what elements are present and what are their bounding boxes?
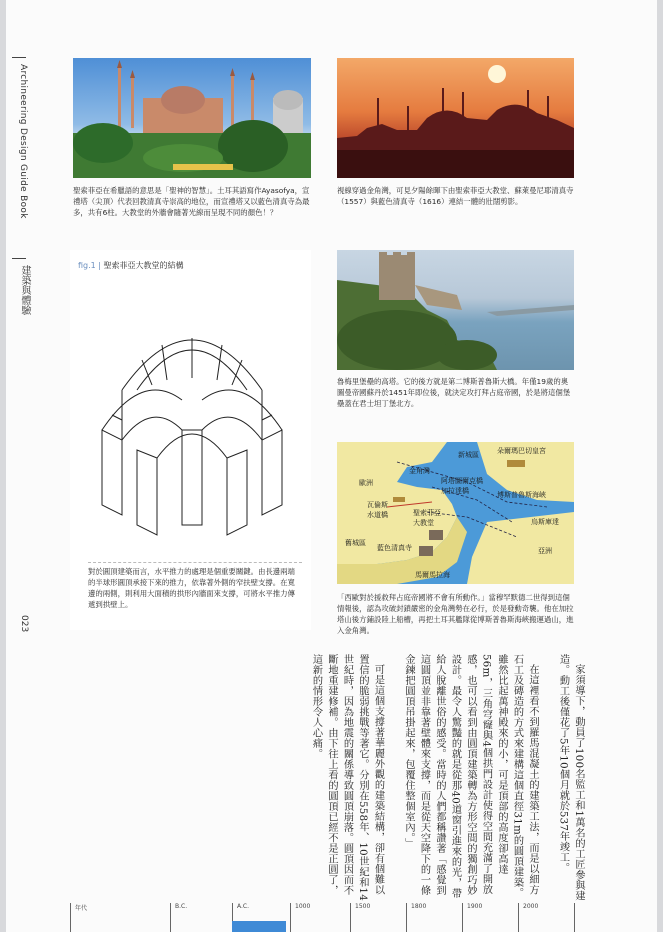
map-label-blue-mosque: 藍色清真寺 [377, 544, 412, 552]
body-paragraph: 家須導下，動員了100名監工和1萬名的工匠參與建造。動工後僅花了5年10個月就於537年竣工。 [557, 654, 584, 902]
timeline [70, 903, 575, 932]
timeline-label-1800: 1800 [406, 903, 462, 932]
map-label-asia: 亞洲 [538, 547, 552, 555]
map-label-uskudar: 烏斯庫達 [531, 518, 559, 526]
figure-caption [88, 562, 302, 610]
timeline-label-era: 年代 [70, 903, 170, 932]
structure-figure [70, 250, 311, 630]
body-text [293, 654, 586, 904]
sidebar-rule-top [12, 57, 26, 58]
map-label-aqueduct: 瓦倫斯 水道橋 [367, 501, 388, 519]
figure-caption-text: 對於圓頂建築而言，水平推力的處理是個重要關鍵。由長邊兩端的半球形圓頂承接下來的推力，依靠著外側的窄扶壁支撐。在寬邊的兩側，則利用大面積的拱形內牆面來支撐，可將水平推力傳遞到拱壁上。 [88, 567, 295, 609]
rumeli-fortress-photo [337, 250, 574, 370]
caption-dashed-rule [88, 562, 302, 563]
body-paragraph: 在這裡看不到羅馬混凝土的建築工法，而是以細方石工及磚造的方式來建構這個直徑31m的圓頂建築。雖然比起萬神殿來的小，可是頂部的高度卻高達56m，三角穹窿與4個拱門設計使得空間充滿了開放感，也可以看到由圓頂建築轉為方形空間的獨創巧妙設計。最令人驚豔的就是從那40道窗引進來的光，帶給人脫離世俗的感受。當時的人們都稱讚著「感覺到這圓頂並非靠著壁體來支撐，而是從天空降下的一條金鍊把圓頂吊掛起來，包覆住整個室內。」 [403, 654, 538, 899]
timeline-label-ac: A.C. [232, 903, 290, 932]
timeline-label-2000: 2000 [518, 903, 575, 932]
istanbul-map [337, 442, 574, 584]
map-caption: 「西歐對於援救拜占庭帝國將不會有所動作。」當穆罕默德二世得到這個情報後，認為攻破封鎖嚴密的金角灣勢在必行，於是發動奇襲。他在加拉塔山後方鋪設陸上船槽，再把土耳其艦隊從博斯普魯斯海峽搬運過山，進入金角灣。 [337, 593, 574, 635]
sidebar [6, 0, 46, 932]
dome-structure-drawing [82, 290, 302, 550]
body-paragraph: 可是這個支撐著華麗外觀的建築結構，卻有個難以置信的脆弱挑戰等著它。分別在558年、10世紀和14世紀時，因為地震的關係導致圓頂崩落。圓頂因而不斷地重建修補。由下往上看的圓頂已經不是正圓了，這新的情形令人心痛。 [310, 654, 384, 901]
hagia-sophia-photo [73, 58, 311, 178]
hagia-photo-caption: 聖索菲亞在希臘語的意思是「聖神的智慧」。土耳其語寫作Ayasofya，宣禮塔（尖頂）代表回教清真寺崇高的地位，而宣禮塔又以藍色清真寺為最多，共有6柱。大教堂的外牆會隨著光線而呈現不同的顏色！？ [73, 186, 310, 217]
map-label-bosphorus: 博斯普魯斯海峽 [497, 491, 546, 499]
map-label-old-city: 舊城區 [345, 539, 366, 547]
timeline-highlight [232, 921, 286, 932]
section-title: 建築與體驗 [19, 265, 30, 315]
figure-title: 聖索菲亞大教堂的結構 [103, 261, 184, 270]
map-label-new-city: 新城區 [458, 451, 479, 459]
map-label-marmara: 馬爾馬拉海 [415, 571, 450, 579]
timeline-label-1900: 1900 [462, 903, 518, 932]
book-title: Archineering Design Guide Book [18, 64, 28, 219]
timeline-label-1500: 1500 [350, 903, 406, 932]
map-label-palace: 朵爾瑪巴切皇宮 [497, 447, 546, 455]
sunset-skyline-photo [337, 58, 574, 178]
figure-label: fig.1 | 聖索菲亞大教堂的結構 [78, 261, 184, 270]
map-label-galata: 阿塔圖爾克橋 加拉達橋 [441, 477, 483, 495]
map-label-europe: 歐洲 [359, 479, 373, 487]
map-label-golden-horn: 金角灣 [409, 467, 430, 475]
timeline-label-1000: 1000 [290, 903, 350, 932]
timeline-label-bc: B.C. [170, 903, 232, 932]
sunset-photo-caption: 視線穿過金角灣，可見夕陽餘暉下由聖索菲亞大教堂、蘇萊曼尼耶清真寺（1557）與藍色清真寺（1616）連結一體的壯闊剪影。 [337, 186, 574, 206]
fortress-photo-caption: 魯梅里堡壘的高塔。它的後方就是第二博斯普魯斯大橋。年僅19歲的奧圖曼帝國蘇丹於1451年即位後，就決定攻打拜占庭帝國，於是將這個堡壘蓋在君士坦丁堡北方。 [337, 377, 571, 408]
map-label-hagia: 聖索菲亞 大教堂 [413, 509, 441, 527]
page-number: 023 [19, 615, 29, 633]
sidebar-rule-section [12, 258, 26, 259]
figure-tag: fig.1 [78, 261, 96, 270]
